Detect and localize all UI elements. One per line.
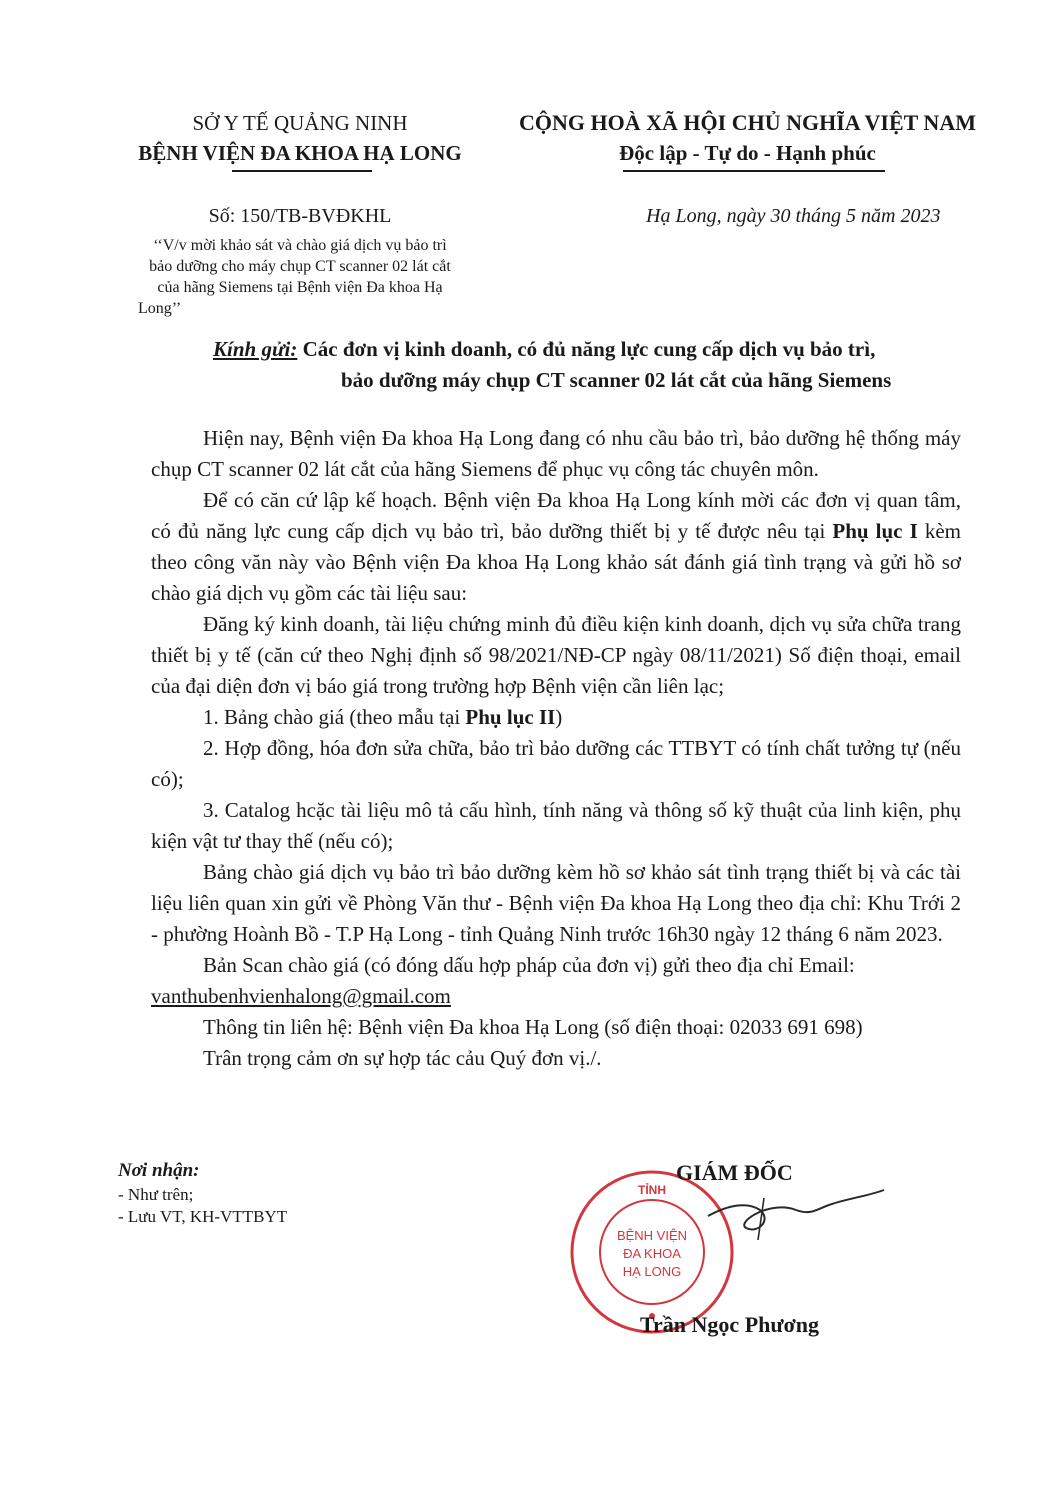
list-item-1-text-b: ) xyxy=(555,705,563,729)
national-motto: Độc lập - Tự do - Hạnh phúc xyxy=(619,141,876,165)
handwritten-signature xyxy=(700,1180,890,1250)
recipient-line-1: Các đơn vị kinh doanh, có đủ năng lực cung cấp dịch vụ bảo trì, xyxy=(302,337,876,361)
email-link[interactable]: vanthubenhvienhalong@gmail.com xyxy=(151,984,451,1008)
paragraph-2-text-a: Để có căn cứ lập kế hoạch. Bệnh viện Đa khoa Hạ Long kính mời các đơn vị quan tâm, có đủ năng lực cung cấp dịch vụ bảo trì, bảo dưỡng thiết bị y tế được nêu tại xyxy=(151,488,961,543)
seal-center-line-2: ĐA KHOA xyxy=(623,1246,681,1261)
list-item-2: 2. Hợp đồng, hóa đơn sửa chữa, bảo trì bảo dưỡng các TTBYT có tính chất tưởng tự (nếu có); xyxy=(151,736,961,791)
letter-body xyxy=(151,423,961,1074)
list-item-3: 3. Catalog hcặc tài liệu mô tả cấu hình, tính năng và thông số kỹ thuật của linh kiện, phụ kiện vật tư thay thế (nếu có); xyxy=(151,798,961,853)
recipient-item: - Lưu VT, KH-VTTBYT xyxy=(118,1207,288,1226)
motto-underline xyxy=(623,170,885,172)
recipients-list xyxy=(118,1158,287,1228)
recipient-label: Kính gửi: xyxy=(213,337,298,361)
paragraph-6: Thông tin liên hệ: Bệnh viện Đa khoa Hạ Long (số điện thoại: 02033 691 698) xyxy=(203,1015,863,1039)
hospital-underline xyxy=(232,170,372,172)
paragraph-3: Đăng ký kinh doanh, tài liệu chứng minh đủ điều kiện kinh doanh, dịch vụ sửa chữa trang thiết bị y tế (căn cứ theo Nghị định số 98/2021/NĐ-CP ngày 08/11/2021) Số điện thoại, email của đại diện đơn vị báo giá trong trường hợp Bệnh viện cần liên lạc; xyxy=(151,612,961,698)
recipient-line-2: bảo dưỡng máy chụp CT scanner 02 lát cắt của hãng Siemens xyxy=(341,368,892,392)
paragraph-1: Hiện nay, Bệnh viện Đa khoa Hạ Long đang có nhu cầu bảo trì, bảo dưỡng hệ thống máy chụp CT scanner 02 lát cắt của hãng Siemens để phục vụ công tác chuyên môn. xyxy=(151,426,961,481)
recipients-label: Nơi nhận: xyxy=(118,1160,200,1181)
document-date: Hạ Long, ngày 30 tháng 5 năm 2023 xyxy=(646,205,941,227)
seal-center-line-3: HẠ LONG xyxy=(622,1264,682,1279)
hospital-name: BỆNH VIỆN ĐA KHOA HẠ LONG xyxy=(138,141,462,165)
paragraph-4: Bảng chào giá dịch vụ bảo trì bảo dưỡng kèm hồ sơ khảo sát tình trạng thiết bị và các tài liệu liên quan xin gửi về Phòng Văn thư - Bệnh viện Đa khoa Hạ Long theo địa chỉ: Khu Trới 2 - phường Hoành Bồ - T.P Hạ Long - tỉnh Quảng Ninh trước 16h30 ngày 12 tháng 6 năm 2023. xyxy=(151,860,961,946)
header-left xyxy=(100,108,500,168)
country-name: CỘNG HOÀ XÃ HỘI CHỦ NGHĨA VIỆT NAM xyxy=(519,110,976,135)
appendix-1-ref: Phụ lục I xyxy=(832,519,918,543)
recipient-block xyxy=(213,334,973,396)
recipient-item: - Như trên; xyxy=(118,1185,194,1204)
document-subject xyxy=(100,235,500,319)
paragraph-2-text-b: kèm theo công văn này vào Bệnh viện Đa khoa Hạ Long khảo sát đánh giá tình trạng và gửi hồ sơ chào giá dịch vụ gồm các tài liệu sau: xyxy=(151,519,961,605)
seal-top-text: TỈNH xyxy=(638,1183,666,1197)
seal-center-line-1: BỆNH VIỆN xyxy=(616,1228,688,1243)
list-item-1 xyxy=(151,702,961,733)
department-name: SỞ Y TẾ QUẢNG NINH xyxy=(192,111,408,135)
signer-name: Trần Ngọc Phương xyxy=(640,1312,819,1337)
subject-line: ‘‘V/v mời khảo sát và chào giá dịch vụ bảo trì xyxy=(153,237,447,254)
paragraph-5: Bản Scan chào giá (có đóng dấu hợp pháp của đơn vị) gửi theo địa chỉ Email: xyxy=(203,953,855,977)
document-number: Số: 150/TB-BVĐKHL xyxy=(208,205,392,227)
list-item-1-text-a: 1. Bảng chào giá (theo mẫu tại xyxy=(203,705,466,729)
subject-line: Long’’ xyxy=(138,300,182,317)
paragraph-7: Trân trọng cảm ơn sự hợp tác cảu Quý đơn vị./. xyxy=(203,1046,602,1070)
director-title: GIÁM ĐỐC xyxy=(676,1160,793,1185)
subject-line: của hãng Siemens tại Bệnh viện Đa khoa Hạ xyxy=(157,279,443,296)
header-right xyxy=(490,108,1005,168)
appendix-2-ref: Phụ lục II xyxy=(465,705,556,729)
paragraph-2 xyxy=(151,485,961,609)
subject-line: bảo dưỡng cho máy chụp CT scanner 02 lát cắt xyxy=(149,258,451,275)
